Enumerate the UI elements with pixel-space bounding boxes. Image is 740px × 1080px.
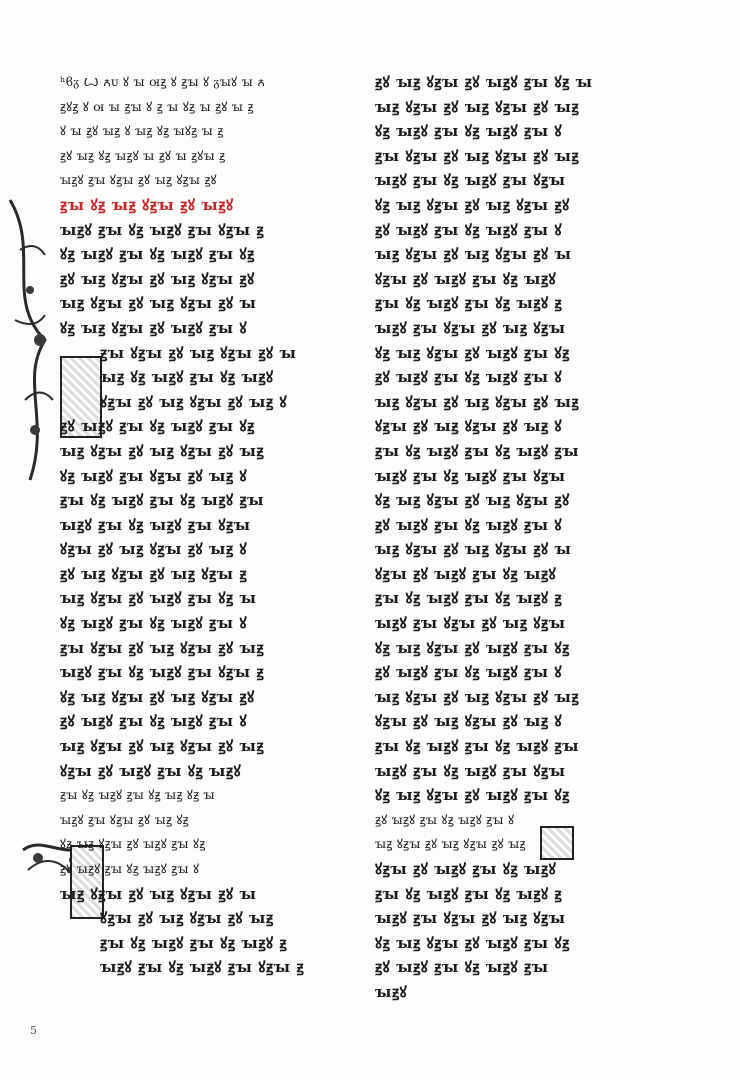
text-line: ꙃꙋ ꙑꙃꙋ ꙃꙑ ꙋꙃ ꙑꙃꙋ ꙃꙑ ꙋ [60,861,200,876]
text-line: ꙑꙃꙋ ꙃꙑ ꙋꙃ ꙑꙃꙋ ꙃꙑ ꙋꙃꙑ ꙃ [60,663,265,682]
text-line: ꙋꙃ ꙑꙃ ꙋꙃꙑ ꙃꙋ ꙑꙃꙋ ꙃꙑ ꙋꙃ [375,343,570,362]
text-line: ꙋꙃ ꙑꙃ ꙋꙃꙑ ꙃꙋ ꙑꙃ ꙋꙃꙑ ꙃꙋ [375,195,570,214]
text-line: ꙋꙃ ꙑꙃꙋ ꙃꙑ ꙋꙃ ꙑꙃꙋ ꙃꙑ ꙋ [60,614,248,633]
text-line: ꙋꙃ ꙑꙃ ꙋꙃꙑ ꙃꙋ ꙑꙃꙋ ꙃꙑ ꙋꙃ [375,638,570,657]
text-line: ꙃꙋ ꙑꙃꙋ ꙃꙑ ꙋꙃ ꙑꙃꙋ ꙃꙑ ꙋ [375,515,563,534]
text-line: ꙃꙋ ꙑꙃꙋ ꙃꙑ ꙋꙃ ꙑꙃꙋ ꙃꙑ ꙋ [375,663,563,682]
left-text-column [60,70,360,980]
text-line: ꙃꙑ ꙋꙃꙑ ꙃꙋ ꙑꙃ ꙋꙃꙑ ꙃꙋ ꙑꙃ [60,638,265,657]
text-line: ꙋꙃꙑ ꙃꙋ ꙑꙃ ꙋꙃꙑ ꙃꙋ ꙑꙃ ꙋ [375,712,563,731]
text-line: ꙑꙃ ꙋꙃꙑ ꙃꙋ ꙑꙃ ꙋꙃꙑ ꙃꙋ ꙑꙃ [60,737,265,756]
text-line: ꙃꙋ ꙑꙃꙋ ꙃꙑ ꙋꙃ ꙑꙃꙋ ꙃꙑ ꙋꙃ [60,417,255,436]
text-line: ꙋꙃ ꙑꙃ ꙋꙃꙑ ꙃꙋ ꙑꙃꙋ ꙃꙑ ꙋꙃ [60,836,206,852]
text-line: ꙃꙑ ꙋꙃ ꙑꙃꙋ ꙃꙑ ꙋꙃ ꙑꙃꙋ ꙃ [100,933,288,952]
text-line: ꙃꙑ ꙋꙃ ꙑꙃꙋ ꙃꙑ ꙋꙃ ꙑꙃꙋ ꙃꙑ [60,491,265,510]
text-line: ꙑꙃ ꙋꙃꙑ ꙃꙋ ꙑꙃ ꙋꙃꙑ ꙃꙋ ꙑꙃ [375,687,580,706]
text-line: ꙋꙃꙑ ꙃꙋ ꙑꙃ ꙋꙃꙑ ꙃꙋ ꙑꙃ [100,909,274,928]
text-line: ꙃꙋ ꙑꙃ ꙋꙃꙑ ꙃꙋ ꙑꙃ ꙋꙃꙑ ꙃꙋ [60,269,255,288]
text-line: ꙃꙋ ꙑꙃ ꙋꙃꙑ ꙃꙋ ꙑꙃ ꙋꙃꙑ ꙃ [60,564,248,583]
text-line: ꙋꙃ ꙑꙃꙋ ꙃꙑ ꙋꙃꙑ ꙃꙋ ꙑꙃ ꙋ [60,466,248,485]
text-line: ꙑꙃ ꙋꙃꙑ ꙃꙋ ꙑꙃ ꙋꙃꙑ ꙃꙋ ꙑꙃ [375,97,580,116]
text-line: ꙃꙑ ꙋꙃ ꙑꙃꙋ ꙃꙑ ꙋꙃ ꙑꙃ ꙋꙃ ꙑ [60,787,215,803]
text-line: ꙃꙑ ꙋꙃ ꙑꙃ ꙋꙃꙑ ꙃꙋ ꙑꙃꙋ [60,195,234,214]
left-vine-ornament [0,190,60,490]
text-line: ꙃꙋ ꙑꙃ ꙋꙃ ꙑꙃꙋ ꙑ ꙃꙋ ꙑ ꙃꙋꙑ ꙃ [60,147,226,163]
text-line: ꙋꙃ ꙑꙃ ꙋꙃꙑ ꙃꙋ ꙑꙃ ꙋꙃꙑ ꙃꙋ [375,491,570,510]
text-line: ꙋ ꙑ ꙃꙋ ꙑꙃ ꙋ ꙑꙃ ꙋꙃ ꙑꙋꙃ ꙑ ꙃ [60,123,224,139]
text-line: ꙋꙃ ꙑꙃꙋ ꙃꙑ ꙋꙃ ꙑꙃꙋ ꙃꙑ ꙋ [375,122,563,141]
text-line: ʰϐᵹ Ꙍ ꙉᴜ ꙋ ꙑ ꙕꙃ ꙋ ꙃꙑ ꙋ ᵹꙑꙋ ꙑ ꙉ [60,74,266,89]
text-line: ꙃꙑ ꙋꙃ ꙑꙃꙋ ꙃꙑ ꙋꙃ ꙑꙃꙋ ꙃꙑ [375,737,580,756]
text-line: ꙃꙑ ꙋꙃ ꙑꙃꙋ ꙃꙑ ꙋꙃ ꙑꙃꙋ ꙃꙑ [375,441,580,460]
text-line: ꙋꙃꙑ ꙃꙋ ꙑꙃꙋ ꙃꙑ ꙋꙃ ꙑꙃꙋ [375,269,557,288]
text-line: ꙑꙃꙋ ꙃꙑ ꙋꙃ ꙑꙃꙋ ꙃꙑ ꙋꙃꙑ [375,761,566,780]
text-line: ꙑꙃꙋ ꙃꙑ ꙋꙃ ꙑꙃꙋ ꙃꙑ ꙋꙃꙑ ꙃ [60,220,265,239]
text-line: ꙃꙑ ꙋꙃꙑ ꙃꙋ ꙑꙃ ꙋꙃꙑ ꙃꙋ ꙑ [100,343,297,362]
text-line: ꙋꙃꙑ ꙃꙋ ꙑꙃꙋ ꙃꙑ ꙋꙃ ꙑꙃꙋ [60,761,242,780]
text-line: ꙑꙃꙋ ꙃꙑ ꙋꙃꙑ ꙃꙋ ꙑꙃ ꙋꙃꙑ [375,614,566,633]
text-line: ꙑꙃ ꙋꙃꙑ ꙃꙋ ꙑꙃ ꙋꙃꙑ ꙃꙋ ꙑ [375,540,572,559]
text-line: ꙑꙃꙋ ꙃꙑ ꙋꙃ ꙑꙃꙋ ꙃꙑ ꙋꙃꙑ [60,515,251,534]
text-line: ꙃꙋ ꙑꙃ ꙋꙃꙑ ꙃꙋ ꙑꙃꙋ ꙃꙑ ꙋꙃ ꙑ [375,73,593,91]
text-line: ꙑꙃ ꙋꙃꙑ ꙃꙋ ꙑꙃ ꙋꙃꙑ ꙃꙋ ꙑꙃ [60,441,265,460]
text-line: ꙋꙃꙑ ꙃꙋ ꙑꙃ ꙋꙃꙑ ꙃꙋ ꙑꙃ ꙋ [375,417,563,436]
text-line: ꙋꙃꙑ ꙃꙋ ꙑꙃ ꙋꙃꙑ ꙃꙋ ꙑꙃ ꙋ [60,540,248,559]
text-line: ꙃꙋ ꙑꙃꙋ ꙃꙑ ꙋꙃ ꙑꙃꙋ ꙃꙑ ꙋ [60,712,248,731]
text-line: ꙋꙃ ꙑꙃ ꙋꙃꙑ ꙃꙋ ꙑꙃꙋ ꙃꙑ ꙋꙃ [375,933,570,952]
text-line: ꙑꙃ ꙋꙃꙑ ꙃꙋ ꙑꙃ ꙋꙃꙑ ꙃꙋ ꙑ [60,884,257,903]
text-line: ꙑꙃꙋ [375,982,408,1001]
text-line: ꙋꙃ ꙑꙃ ꙋꙃꙑ ꙃꙋ ꙑꙃ ꙋꙃꙑ ꙃꙋ [60,687,255,706]
text-line: ꙑꙃꙋ ꙃꙑ ꙋꙃꙑ ꙃꙋ ꙑꙃ ꙋꙃꙑ ꙃꙋ [60,172,217,188]
text-line: ꙃꙋ ꙑꙃꙋ ꙃꙑ ꙋꙃ ꙑꙃꙋ ꙃꙑ [375,958,549,977]
text-line: ꙃꙑ ꙋꙃꙑ ꙃꙋ ꙑꙃ ꙋꙃꙑ ꙃꙋ ꙑꙃ [375,146,580,165]
text-line: ꙃꙑ ꙋꙃ ꙑꙃꙋ ꙃꙑ ꙋꙃ ꙑꙃꙋ ꙃ [375,884,563,903]
text-line: ꙃꙋ ꙑꙃꙋ ꙃꙑ ꙋꙃ ꙑꙃꙋ ꙃꙑ ꙋ [375,811,515,827]
text-line: ꙑꙃꙋ ꙃꙑ ꙋꙃ ꙑꙃꙋ ꙃꙑ ꙋꙃꙑ [375,466,566,485]
text-line: ꙃꙑ ꙋꙃ ꙑꙃꙋ ꙃꙑ ꙋꙃ ꙑꙃꙋ ꙃ [375,589,563,608]
text-line: ꙑꙃꙋ ꙃꙑ ꙋꙃ ꙑꙃꙋ ꙃꙑ ꙋꙃꙑ ꙃ [100,958,305,977]
text-line: ꙋꙃꙑ ꙃꙋ ꙑꙃꙋ ꙃꙑ ꙋꙃ ꙑꙃꙋ [375,860,557,878]
text-line: ꙋꙃ ꙑꙃ ꙋꙃꙑ ꙃꙋ ꙑꙃꙋ ꙃꙑ ꙋ [60,318,248,337]
text-line: ꙃꙋ ꙑꙃꙋ ꙃꙑ ꙋꙃ ꙑꙃꙋ ꙃꙑ ꙋ [375,368,563,387]
text-line: ꙑꙃ ꙋꙃꙑ ꙃꙋ ꙑꙃ ꙋꙃꙑ ꙃꙋ ꙑ [375,245,572,264]
text-line: ꙋꙃꙑ ꙃꙋ ꙑꙃ ꙋꙃꙑ ꙃꙋ ꙑꙃ ꙋ [100,392,288,411]
text-line: ꙃꙋꙃ ꙋ ꙕ ꙑ ꙃꙑ ꙋ ꙃ ꙑ ꙋꙃ ꙑ ꙃꙋ ꙑ ꙃ [60,98,254,114]
text-line: ꙃꙑ ꙋꙃ ꙑꙃꙋ ꙃꙑ ꙋꙃ ꙑꙃꙋ ꙃ [375,294,563,313]
text-line: ꙑꙃ ꙋꙃꙑ ꙃꙋ ꙑꙃ ꙋꙃꙑ ꙃꙋ ꙑ [60,294,257,313]
text-line: ꙋꙃ ꙑꙃꙋ ꙃꙑ ꙋꙃ ꙑꙃꙋ ꙃꙑ ꙋꙃ [60,245,255,264]
text-line: ꙑꙃꙋ ꙃꙑ ꙋꙃꙑ ꙃꙋ ꙑꙃ ꙋꙃꙑ [375,318,566,337]
text-line: ꙑꙃꙋ ꙃꙑ ꙋꙃ ꙑꙃꙋ ꙃꙑ ꙋꙃꙑ [375,171,566,190]
text-line: ꙃꙋ ꙑꙃꙋ ꙃꙑ ꙋꙃ ꙑꙃꙋ ꙃꙑ ꙋ [375,220,563,239]
text-line: ꙑꙃ ꙋꙃꙑ ꙃꙋ ꙑꙃꙋ ꙃꙑ ꙋꙃ ꙑ [60,589,257,608]
text-line: ꙑꙃꙋ ꙃꙑ ꙋꙃꙑ ꙃꙋ ꙑꙃ ꙋꙃ [60,811,189,827]
page-number: 5 [30,1024,37,1037]
right-text-column [375,70,660,1005]
text-line: ꙋꙃ ꙑꙃ ꙋꙃꙑ ꙃꙋ ꙑꙃꙋ ꙃꙑ ꙋꙃ [375,786,570,805]
text-line: ꙑꙃ ꙋꙃꙑ ꙃꙋ ꙑꙃ ꙋꙃꙑ ꙃꙋ ꙑꙃ [375,392,580,411]
text-line: ꙑꙃ ꙋꙃꙑ ꙃꙋ ꙑꙃ ꙋꙃꙑ ꙃꙋ ꙑꙃ [375,836,526,852]
text-line: ꙑꙃꙋ ꙃꙑ ꙋꙃꙑ ꙃꙋ ꙑꙃ ꙋꙃꙑ [375,909,566,928]
text-line: ꙑꙃ ꙋꙃ ꙑꙃꙋ ꙃꙑ ꙋꙃ ꙑꙃꙋ [100,368,274,387]
text-line: ꙋꙃꙑ ꙃꙋ ꙑꙃꙋ ꙃꙑ ꙋꙃ ꙑꙃꙋ [375,564,557,583]
